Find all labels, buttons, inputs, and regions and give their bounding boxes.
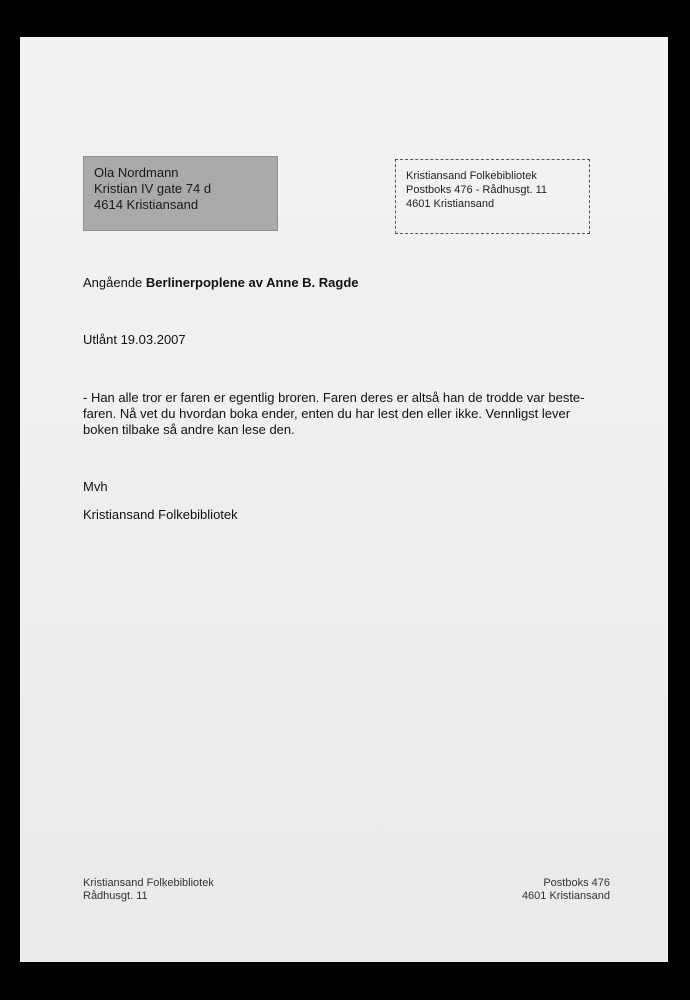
footer-right <box>522 877 610 903</box>
body-line: faren. Nå vet du hvordan boka ender, enten du har lest den eller ikke. Vennligst lever <box>83 406 571 421</box>
recipient-street: Kristian IV gate 74 d <box>94 181 212 196</box>
letter-page <box>20 37 668 962</box>
footer-postbox: Postboks 476 <box>543 877 610 889</box>
subject-prefix: Angående <box>83 275 143 290</box>
sender-address-block <box>395 159 590 234</box>
sender-postbox: Postboks 476 - Rådhusgt. 11 <box>406 184 548 196</box>
signature: Kristiansand Folkebibliotek <box>83 507 238 522</box>
recipient-address-block <box>83 156 278 231</box>
subject-line <box>83 275 359 290</box>
body-line: boken tilbake så andre kan lese den. <box>83 422 295 437</box>
loan-date: Utlånt 19.03.2007 <box>83 332 186 347</box>
closing-greeting: Mvh <box>83 479 108 494</box>
body-line: - Han alle tror er faren er egentlig broren. Faren deres er altså han de trodde var beste- <box>83 390 585 405</box>
recipient-city: 4614 Kristiansand <box>94 197 199 212</box>
sender-city: 4601 Kristiansand <box>406 198 495 210</box>
letter-body <box>83 390 603 438</box>
footer-city: 4601 Kristiansand <box>521 890 610 902</box>
subject-title: Berlinerpoplene av Anne B. Ragde <box>145 275 359 290</box>
footer-org-name: Kristiansand Folkebibliotek <box>83 877 214 889</box>
recipient-name: Ola Nordmann <box>94 165 179 180</box>
sender-name: Kristiansand Folkebibliotek <box>406 170 537 182</box>
footer-street: Rådhusgt. 11 <box>83 890 148 902</box>
footer-left <box>83 877 214 903</box>
